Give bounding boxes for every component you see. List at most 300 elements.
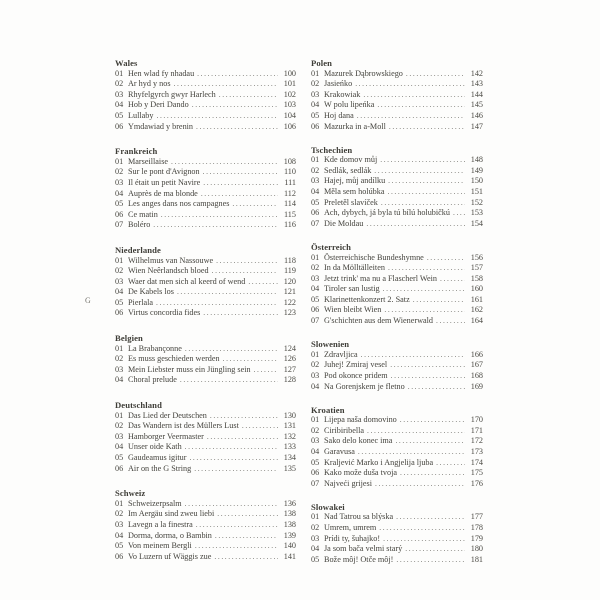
track-title: Garavusa (324, 447, 355, 456)
track-title: Ach, dybych, já byla tú bílú holubičkú (324, 208, 450, 218)
track-number: 07 (311, 316, 320, 326)
page-number: 115 (284, 209, 296, 219)
track-title: Das Wandern ist des Müllers Lust (128, 421, 239, 431)
track-title: Les anges dans nos campagnes (128, 199, 230, 209)
toc-section (311, 502, 483, 566)
dot-leader (391, 371, 465, 382)
dot-leader (197, 69, 278, 80)
track-title: Pod okonce pridem (324, 370, 388, 380)
track-title: Die Moldau (324, 218, 364, 228)
dot-leader (400, 468, 465, 479)
track-number: 05 (115, 110, 124, 120)
page-number: 158 (470, 273, 483, 283)
toc-row (311, 555, 483, 566)
toc-row (311, 360, 483, 371)
track-title: Měla sem holúbka (324, 187, 385, 197)
track-number: 06 (115, 463, 124, 473)
track-title: Pierlala (128, 297, 154, 307)
page-number: 133 (283, 442, 296, 452)
dot-leader (195, 541, 278, 552)
page-number: 177 (470, 512, 483, 522)
dot-leader (174, 79, 278, 90)
dot-leader (374, 166, 465, 177)
track-title: Prídi ty, šuhajko! (324, 533, 381, 543)
toc-row (311, 426, 483, 437)
track-number: 03 (115, 519, 124, 529)
toc-section (311, 339, 483, 392)
track-title: Nad Tatrou sa blýska (324, 512, 394, 522)
toc-row (115, 69, 296, 80)
dot-leader (203, 167, 278, 178)
page-number: 167 (470, 360, 483, 370)
track-number: 05 (115, 199, 124, 209)
toc-row (115, 453, 296, 464)
page-number: 104 (283, 110, 296, 120)
dot-leader (242, 421, 278, 432)
toc-row (311, 295, 483, 306)
track-title: Ciribiribella (324, 425, 365, 435)
track-number: 03 (311, 273, 320, 283)
dot-leader (413, 295, 465, 306)
toc-row (115, 256, 296, 267)
page-number: 169 (470, 381, 483, 391)
page-number: 102 (283, 89, 296, 99)
track-title: Zdravljica (324, 349, 358, 359)
page-number: 180 (470, 544, 483, 554)
track-number: 01 (115, 255, 124, 265)
track-number: 04 (311, 447, 320, 456)
page-number: 151 (470, 187, 483, 197)
track-title: Ar hyd y nos (128, 79, 171, 89)
dot-leader (383, 534, 465, 545)
track-title: W polu lipeńka (324, 100, 375, 110)
section-title: Slowenien (311, 339, 350, 350)
track-number: 04 (311, 284, 320, 294)
toc-row (115, 509, 296, 520)
page-number: 176 (470, 478, 483, 488)
toc-row (115, 531, 296, 542)
dot-leader (355, 79, 465, 90)
section-title: Belgien (115, 333, 143, 344)
track-title: Gaudeamus igitur (128, 453, 187, 462)
toc-row (115, 541, 296, 552)
section-title: Polen (311, 58, 333, 68)
toc-section (115, 400, 296, 474)
page-number: 171 (470, 425, 483, 435)
track-number: 02 (115, 354, 124, 364)
toc-row (115, 79, 296, 90)
page-number: 156 (470, 252, 483, 262)
track-title: Schweizerpsalm (128, 498, 182, 508)
page-number: 178 (470, 523, 483, 533)
track-title: Ce matin (128, 209, 158, 219)
track-number: 01 (311, 252, 320, 262)
track-title: Sedlák, sedlák (324, 165, 372, 175)
toc-row (311, 284, 483, 295)
page-number: 138 (283, 519, 296, 529)
track-title: Ymdawiad y brenin (128, 121, 194, 131)
page-number: 140 (283, 541, 296, 551)
page-number: 134 (283, 453, 296, 462)
dot-leader (153, 220, 278, 231)
page-number: 100 (283, 68, 296, 78)
page-number: 149 (470, 165, 483, 175)
toc-row (311, 458, 483, 469)
toc-row (115, 308, 296, 319)
toc-row (311, 479, 483, 490)
page-number: 111 (284, 177, 296, 187)
track-title: Juhej! Zmiraj vesel (324, 360, 388, 370)
track-title: Sur le pont d'Avignon (128, 167, 200, 177)
track-title: Kako može duša tvoja (324, 468, 397, 478)
section-title: Tschechien (311, 144, 353, 155)
page-number: 170 (470, 415, 483, 425)
dot-leader (223, 354, 278, 365)
toc-row (311, 198, 483, 209)
track-title: Jasieńko (324, 79, 353, 89)
track-title: Waer dat men sich al keerd of wend (128, 276, 246, 286)
page-number: 168 (470, 370, 483, 380)
dot-leader (358, 447, 465, 458)
dot-leader (248, 277, 278, 288)
track-title: Boléro (128, 220, 151, 230)
page-number: 157 (470, 263, 483, 273)
dot-leader (232, 199, 278, 210)
section-title: Niederlande (115, 244, 161, 255)
toc-row (311, 316, 483, 327)
track-title: Mazurek Dąbrowskiego (324, 68, 403, 78)
track-title: Preletěl slavíček (324, 197, 378, 207)
track-number: 01 (311, 349, 320, 359)
track-number: 01 (311, 512, 320, 522)
dot-leader (201, 189, 278, 200)
track-title: Na Gorenjskem je fletno (324, 381, 405, 391)
dot-leader (383, 284, 465, 295)
track-title: Auprès de ma blonde (128, 188, 198, 198)
track-number: 03 (115, 276, 124, 286)
dot-leader (387, 187, 465, 198)
dot-leader (427, 253, 465, 264)
track-number: 04 (311, 381, 320, 391)
track-number: 02 (311, 165, 320, 175)
toc-row (311, 415, 483, 426)
page-number: 147 (470, 121, 483, 131)
toc-row (311, 69, 483, 80)
page-number: 150 (470, 176, 483, 186)
track-number: 04 (115, 530, 124, 540)
page-number: 126 (283, 354, 296, 364)
toc-row (311, 122, 483, 133)
toc-row (115, 298, 296, 309)
page-number: 166 (470, 349, 483, 359)
page-number: 103 (283, 100, 296, 110)
track-title: Najveći grijesi (324, 478, 372, 488)
toc-row (311, 534, 483, 545)
track-number: 01 (311, 415, 320, 425)
toc-row (115, 354, 296, 365)
track-number: 03 (115, 89, 124, 99)
page-number: 144 (470, 89, 483, 99)
track-title: Sako delo konec ima (324, 436, 393, 446)
track-number: 02 (311, 263, 320, 273)
toc-row (115, 167, 296, 178)
dot-leader (192, 100, 278, 111)
track-number: 02 (311, 79, 320, 89)
toc-row (311, 90, 483, 101)
track-number: 05 (311, 294, 320, 304)
track-number: 03 (311, 533, 320, 543)
toc-row (115, 199, 296, 210)
toc-row (115, 157, 296, 168)
dot-leader (406, 69, 465, 80)
toc-row (311, 512, 483, 523)
track-title: Kde domov můj (324, 155, 378, 165)
track-title: Klarinettenkonzert 2. Satz (324, 294, 410, 304)
dot-leader (381, 198, 465, 209)
track-title: G'schichten aus dem Wienerwald (324, 316, 433, 326)
dot-leader (254, 365, 278, 376)
toc-section (311, 58, 483, 132)
toc-row (115, 189, 296, 200)
track-title: Das Lied der Deutschen (128, 410, 207, 420)
track-number: 06 (115, 209, 124, 219)
dot-leader (207, 432, 278, 443)
track-title: La Brabançonne (128, 343, 182, 353)
track-number: 04 (115, 188, 124, 198)
track-title: Bože môj! Otče môj! (324, 554, 394, 564)
page-number: 173 (470, 447, 483, 456)
dot-leader (196, 520, 278, 531)
page-number: 116 (284, 220, 296, 230)
track-title: Wien Neêrlandsch bloed (128, 266, 209, 276)
dot-leader (379, 523, 465, 534)
toc-row (115, 520, 296, 531)
dot-leader (180, 375, 278, 386)
track-title: Mazurka in a-Moll (324, 121, 386, 131)
toc-section (115, 146, 296, 231)
track-number: 01 (115, 156, 124, 166)
page-number: 153 (470, 208, 483, 218)
toc-row (311, 371, 483, 382)
track-number: 06 (311, 121, 320, 131)
page-number: 132 (283, 431, 296, 441)
track-number: 04 (115, 442, 124, 452)
track-number: 04 (311, 544, 320, 554)
track-number: 06 (115, 121, 124, 131)
dot-leader (217, 509, 278, 520)
track-number: 02 (115, 79, 124, 89)
toc-row (311, 468, 483, 479)
dot-leader (212, 266, 278, 277)
track-number: 04 (115, 100, 124, 110)
page-number: 106 (283, 121, 296, 131)
track-title: Umrem, umrem (324, 523, 377, 533)
dot-leader (440, 274, 465, 285)
toc-section (311, 242, 483, 327)
page-number: 135 (283, 463, 296, 473)
track-number: 05 (311, 554, 320, 564)
dot-leader (216, 256, 278, 267)
page-number: 110 (284, 167, 296, 177)
toc-row (115, 220, 296, 231)
toc-row (115, 277, 296, 288)
track-title: Hajej, můj andílku (324, 176, 386, 186)
track-title: Krakowiak (324, 89, 361, 99)
track-title: Kraljević Marko i Angjelija ljuba (324, 457, 434, 467)
page-number: 160 (470, 284, 483, 294)
page-number: 118 (284, 255, 296, 265)
page-number: 138 (283, 509, 296, 519)
page-number: 122 (283, 297, 296, 307)
track-number: 02 (311, 523, 320, 533)
page-number: 164 (470, 316, 483, 326)
section-title: Wales (115, 58, 138, 68)
track-title: Im Aergäu sind zweu liebi (128, 509, 215, 519)
dot-leader (384, 305, 465, 316)
track-number: 03 (311, 176, 320, 186)
toc-row (311, 305, 483, 316)
track-number: 05 (311, 457, 320, 467)
dot-leader (396, 512, 465, 523)
dot-leader (361, 350, 465, 361)
dot-leader (375, 479, 465, 490)
track-title: Unser oide Kath (128, 442, 182, 452)
track-title: Rhyfelgyrch gwyr Harlech (128, 89, 216, 99)
track-number: 06 (115, 551, 124, 561)
track-number: 02 (311, 425, 320, 435)
page-number: 124 (283, 343, 296, 353)
track-title: Wien bleibt Wien (324, 305, 382, 315)
dot-leader (185, 344, 278, 355)
toc-row (115, 442, 296, 453)
page-number: 112 (284, 188, 296, 198)
toc-row (115, 210, 296, 221)
toc-column-left (115, 58, 296, 576)
page-number: 119 (284, 266, 296, 276)
track-number: 02 (115, 509, 124, 519)
page-number: 114 (284, 199, 296, 209)
dot-leader (408, 382, 465, 393)
toc-row (115, 100, 296, 111)
track-number: 01 (311, 155, 320, 165)
track-number: 06 (311, 468, 320, 478)
page-number: 120 (283, 276, 296, 286)
toc-row (311, 176, 483, 187)
track-number: 01 (115, 68, 124, 78)
toc-row (311, 79, 483, 90)
track-title: In da Mölltälleiten (324, 263, 385, 273)
dot-leader (171, 157, 278, 168)
toc-row (311, 187, 483, 198)
section-title: Kroatien (311, 404, 345, 415)
track-title: Hamborger Veermaster (128, 431, 204, 441)
track-number: 01 (311, 68, 320, 78)
dot-leader (203, 178, 278, 189)
page-number: 142 (470, 68, 483, 78)
toc-row (311, 523, 483, 534)
dot-leader (405, 544, 465, 555)
dot-leader (177, 287, 278, 298)
page-number: 130 (283, 410, 296, 420)
track-title: Mein Liebster muss ein Jüngling sein (128, 364, 251, 374)
track-title: Lijepa naša domovino (324, 415, 397, 425)
section-title: Slowakei (311, 501, 345, 512)
toc-row (311, 382, 483, 393)
toc-section (115, 245, 296, 319)
toc-row (311, 111, 483, 122)
page-number: 108 (283, 156, 296, 166)
page-number: 162 (470, 305, 483, 315)
track-title: Hoj dana (324, 110, 354, 120)
toc-row (311, 350, 483, 361)
page-number: 175 (470, 468, 483, 478)
track-number: 05 (115, 541, 124, 551)
page-number: 136 (283, 498, 296, 508)
track-title: Wilhelmus van Nassouwe (128, 255, 214, 265)
track-title: De Kabels los (128, 287, 174, 297)
toc-section (115, 333, 296, 386)
track-title: Hen wlad fy nhadau (128, 68, 195, 78)
dot-leader (389, 122, 465, 133)
toc-row (115, 552, 296, 563)
track-number: 06 (311, 305, 320, 315)
track-title: Ja som bača velmi starý (324, 544, 403, 554)
toc-row (115, 266, 296, 277)
dot-leader (156, 111, 278, 122)
page-number: 123 (283, 308, 296, 318)
track-number: 02 (115, 421, 124, 431)
page-number: 143 (470, 79, 483, 89)
toc-row (311, 208, 483, 219)
track-number: 03 (311, 436, 320, 446)
dot-leader (436, 316, 465, 327)
page-number: 148 (470, 155, 483, 165)
toc-section (311, 405, 483, 490)
dot-leader (215, 531, 278, 542)
page-number: 127 (283, 364, 296, 374)
track-title: Choral prelude (128, 375, 177, 385)
toc-row (115, 365, 296, 376)
track-title: Lullaby (128, 110, 154, 120)
track-title: Tiroler san lustig (324, 284, 380, 294)
page-number: 128 (283, 375, 296, 385)
toc-row (115, 411, 296, 422)
track-number: 04 (311, 187, 320, 197)
dot-leader (214, 552, 278, 563)
track-title: Air on the G String (128, 463, 192, 473)
track-number: 01 (115, 498, 124, 508)
track-title: Österreichische Bundeshymne (324, 252, 424, 262)
toc-row (311, 219, 483, 230)
toc-row (115, 344, 296, 355)
toc-row (311, 436, 483, 447)
dot-leader (357, 111, 465, 122)
track-title: Il était un petit Navire (128, 177, 201, 187)
toc-row (115, 111, 296, 122)
toc-row (115, 432, 296, 443)
track-number: 02 (311, 360, 320, 370)
section-title: Schweiz (115, 488, 146, 499)
page-number: 101 (283, 79, 296, 89)
dot-leader (156, 298, 278, 309)
track-number: 03 (115, 364, 124, 374)
track-number: 03 (115, 177, 124, 187)
dot-leader (196, 122, 278, 133)
toc-row (311, 544, 483, 555)
track-number: 03 (115, 431, 124, 441)
track-title: Marseillaise (128, 156, 169, 166)
dot-leader (210, 411, 278, 422)
